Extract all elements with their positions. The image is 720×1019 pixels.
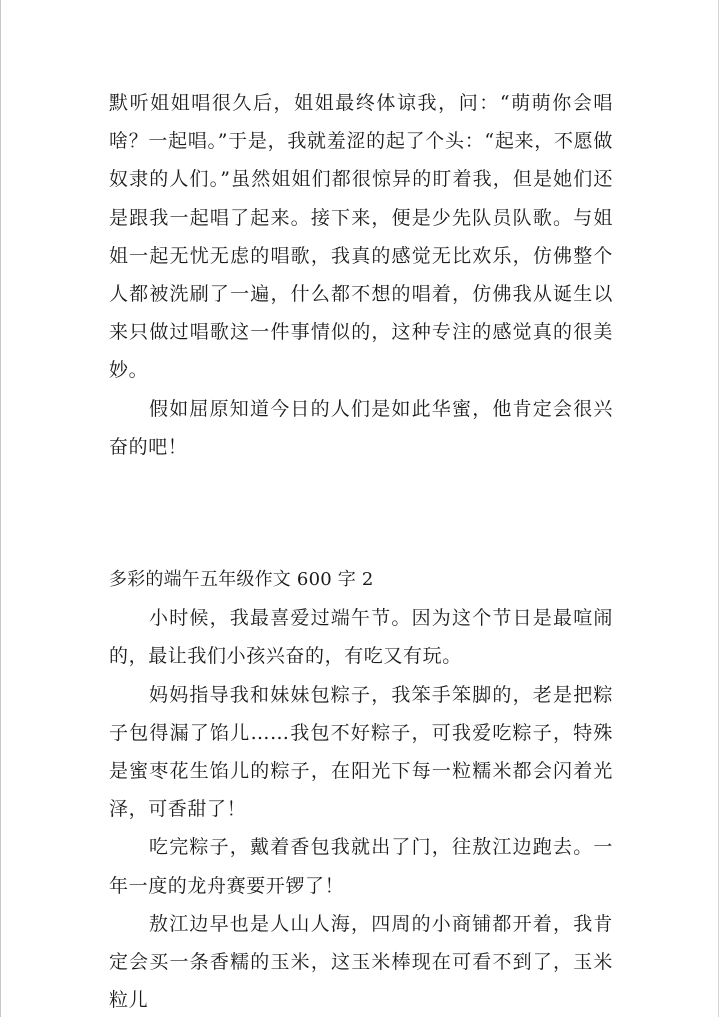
paragraph-riverside: 敖江边早也是人山人海，四周的小商铺都开着，我肯定会买一条香糯的玉米，这玉米棒现在可看不到了，玉米粒儿 <box>109 912 613 1012</box>
paragraph-dragon-boat: 吃完粽子，戴着香包我就出了门，往敖江边跑去。一年一度的龙舟赛要开锣了！ <box>109 836 613 897</box>
paragraph-continued: 默听姐姐唱很久后，姐姐最终体谅我，问：“萌萌你会唱啥？一起唱。”于是，我就羞涩的起了个头：“起来，不愿做奴隶的人们。”虽然姐姐们都很惊异的盯着我，但是她们还是跟我一起唱了起来。接下来，便是少先队员队歌。与姐姐一起无忧无虑的唱歌，我真的感觉无比欢乐，仿佛整个人都被洗刷了一遍，什么都不想的唱着，仿佛我从诞生以来只做过唱歌这一件事情似的，这种专注的感觉真的很美妙。 <box>109 92 613 382</box>
paragraph-childhood: 小时候，我最喜爱过端午节。因为这个节日是最喧闹的，最让我们小孩兴奋的，有吃又有玩。 <box>109 607 613 668</box>
paragraph-quyuan: 假如屈原知道今日的人们是如此华蜜，他肯定会很兴奋的吧！ <box>109 397 613 458</box>
section-title: 多彩的端午五年级作文 600 字 2 <box>109 569 374 591</box>
paragraph-zongzi: 妈妈指导我和妹妹包粽子，我笨手笨脚的，老是把粽子包得漏了馅儿……我包不好粽子，可我爱吃粽子，特殊是蜜枣花生馅儿的粽子，在阳光下每一粒糯米都会闪着光泽，可香甜了！ <box>109 683 613 821</box>
document-body <box>109 84 613 1019</box>
